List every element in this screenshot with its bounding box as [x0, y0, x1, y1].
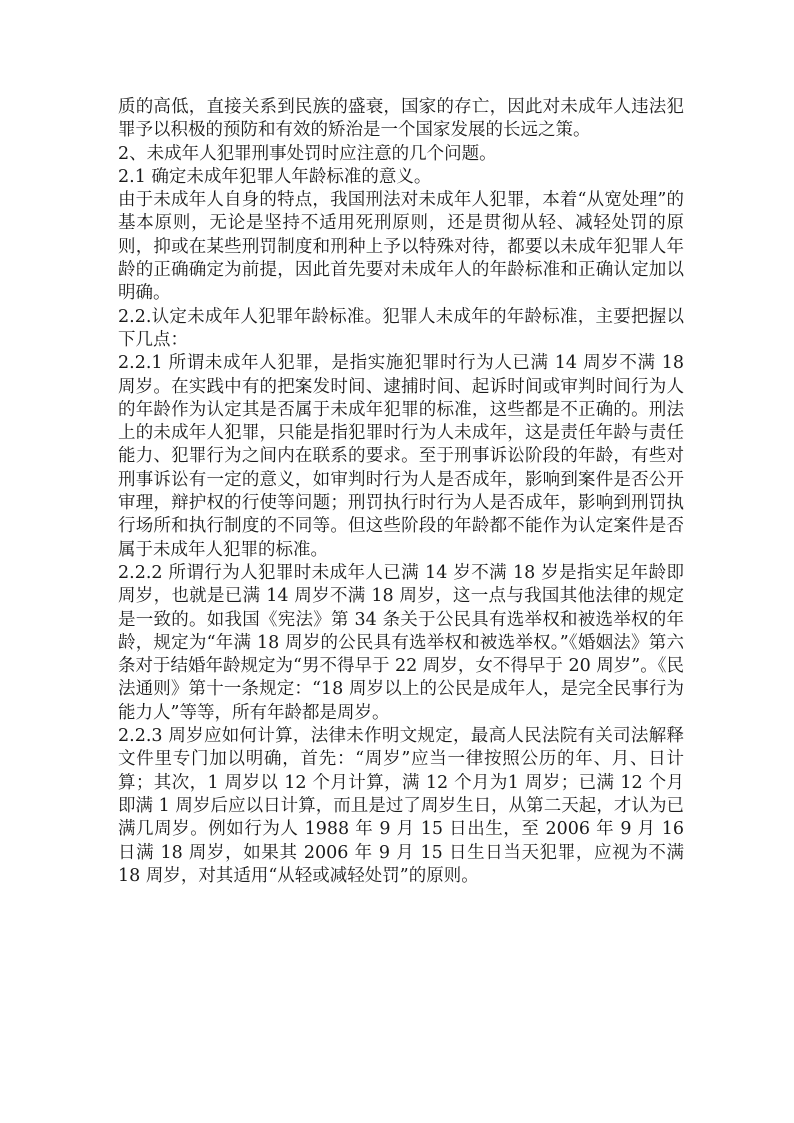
- paragraph-2-1-body: 由于未成年人自身的特点，我国刑法对未成年人犯罪，本着“从宽处理”的基本原则，无论是坚持不适用死刑原则，还是贯彻从轻、减轻处罚的原则，抑或在某些刑罚制度和刑种上予以特殊对待，都要以未成年犯罪人年龄的正确确定为前提，因此首先要对未成年人的年龄标准和正确认定加以明确。: [118, 190, 684, 304]
- paragraph-2-2-3: 2.2.3 周岁应如何计算，法律未作明文规定，最高人民法院有关司法解释文件里专门加以明确，首先：“周岁”应当一律按照公历的年、月、日计算；其次，1 周岁以 12 个月计算，满 12 个月为1 周岁；已满 12 个月即满 1 周岁后应以日计算，而且是过了周岁生日，从第二天起，才认为已满几周岁。例如行为人 1988 年 9 月 15 日出生，至 2006 年 9 月 16 日满 18 周岁，如果其 2006 年 9 月 15 日生日当天犯罪，应视为不满 18 周岁，对其适用“从轻或减轻处罚”的原则。: [118, 726, 684, 886]
- section-heading-2: 2、未成年人犯罪刑事处罚时应注意的几个问题。: [118, 143, 497, 164]
- paragraph-2-2-2: 2.2.2 所谓行为人犯罪时未成年人已满 14 岁不满 18 岁是指实足年龄即周岁，也就是已满 14 周岁不满 18 周岁，这一点与我国其他法律的规定是一致的。如我国《宪法》第 34 条关于公民具有选举权和被选举权的年龄，规定为“年满 18 周岁的公民具有选举权和被选举权。”《婚姻法》第六条对于结婚年龄规定为“男不得早于 22 周岁，女不得早于 20 周岁”。《民法通则》第十一条规定：“18 周岁以上的公民是成年人，是完全民事行为能力人”等等，所有年龄都是周岁。: [118, 562, 684, 723]
- section-heading-2-1: 2.1 确定未成年犯罪人年龄标准的意义。: [118, 166, 432, 187]
- paragraph-2-2-1: 2.2.1 所谓未成年人犯罪，是指实施犯罪时行为人已满 14 周岁不满 18 周岁。在实践中有的把案发时间、逮捕时间、起诉时间或审判时间行为人的年龄作为认定其是否属于未成年犯罪的标准，这些都是不正确的。刑法上的未成年人犯罪，只能是指犯罪时行为人未成年，这是责任年龄与责任能力、犯罪行为之间内在联系的要求。至于刑事诉讼阶段的年龄，有些对刑事诉讼有一定的意义，如审判时行为人是否成年，影响到案件是否公开审理，辩护权的行使等问题；刑罚执行时行为人是否成年，影响到刑罚执行场所和执行制度的不同等。但这些阶段的年龄都不能作为认定案件是否属于未成年人犯罪的标准。: [118, 353, 684, 560]
- document-page: [118, 96, 684, 888]
- section-heading-2-2: 2.2.认定未成年人犯罪年龄标准。犯罪人未成年的年龄标准，主要把握以下几点：: [118, 306, 684, 350]
- paragraph-intro-continuation: 质的高低，直接关系到民族的盛衰，国家的存亡，因此对未成年人违法犯罪予以积极的预防和有效的矫治是一个国家发展的长远之策。: [118, 97, 684, 141]
